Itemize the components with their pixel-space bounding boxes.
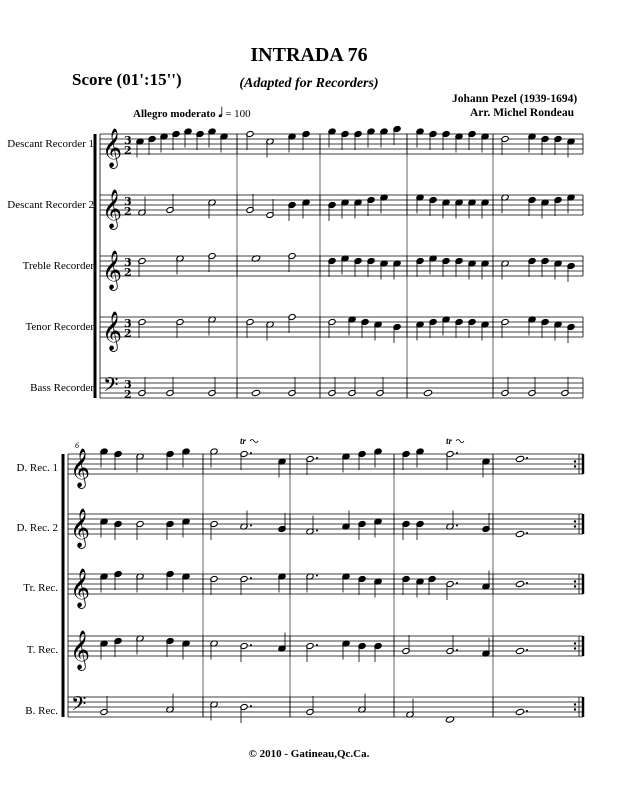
note-head	[515, 530, 524, 537]
trill-wave	[456, 440, 464, 443]
time-signature-numerator: 3	[124, 134, 132, 147]
treble-clef-icon: 𝄞	[102, 311, 123, 351]
trill-mark: tr	[446, 436, 453, 446]
augmentation-dot	[456, 525, 458, 527]
instrument-label-tenor: Tenor Recorder	[25, 321, 94, 333]
score-title: INTRADA 76	[250, 44, 368, 66]
note-head	[515, 708, 524, 715]
treble-clef-icon: 𝄞	[70, 448, 91, 488]
time-signature-numerator: 3	[124, 195, 132, 208]
augmentation-dot	[316, 644, 318, 646]
treble-clef-icon: 𝄞	[102, 128, 123, 168]
augmentation-dot	[526, 710, 528, 712]
augmentation-dot	[456, 452, 458, 454]
time-signature-numerator: 3	[124, 317, 132, 330]
instrument-label-tr-rec: Tr. Rec.	[23, 582, 58, 594]
bass-clef-icon: 𝄢	[103, 373, 119, 401]
time-signature-denominator: 2	[124, 388, 132, 401]
half-note-icon: 𝅗𝅥	[218, 105, 223, 120]
bass-clef-icon: 𝄢	[71, 692, 87, 720]
time-signature-denominator: 2	[124, 144, 132, 157]
instrument-label-treble: Treble Recorder	[22, 260, 94, 272]
trill-wave	[250, 440, 258, 443]
instrument-label-descant-1: Descant Recorder 1	[7, 138, 94, 150]
score-duration-label: Score (01':15'')	[72, 70, 182, 89]
repeat-dot	[574, 585, 576, 587]
note-head	[515, 647, 524, 654]
repeat-dot	[574, 647, 576, 649]
instrument-label-b-rec: B. Rec.	[25, 705, 58, 717]
time-signature-denominator: 2	[124, 266, 132, 279]
measure-number: 6	[75, 441, 79, 450]
treble-clef-icon: 𝄞	[70, 508, 91, 548]
repeat-dot	[574, 465, 576, 467]
treble-clef-icon: 𝄞	[70, 568, 91, 608]
repeat-dot	[574, 525, 576, 527]
instrument-label-d-rec-1: D. Rec. 1	[16, 462, 58, 474]
note-head	[515, 580, 524, 587]
copyright-footer: © 2010 - Gatineau,Qc.Ca.	[248, 748, 370, 760]
time-signature-numerator: 3	[124, 378, 132, 391]
augmentation-dot	[526, 649, 528, 651]
repeat-dot	[574, 708, 576, 710]
system-1	[95, 125, 583, 401]
augmentation-dot	[526, 532, 528, 534]
repeat-dot	[574, 580, 576, 582]
repeat-dot	[574, 520, 576, 522]
time-signature-denominator: 2	[124, 327, 132, 340]
note-head	[515, 455, 524, 462]
score-subtitle: (Adapted for Recorders)	[239, 76, 379, 91]
tempo-value: = 100	[225, 108, 251, 120]
repeat-dot	[574, 460, 576, 462]
note-head	[423, 389, 432, 396]
instrument-label-bass: Bass Recorder	[30, 382, 94, 394]
augmentation-dot	[316, 575, 318, 577]
time-signature-denominator: 2	[124, 205, 132, 218]
instrument-label-d-rec-2: D. Rec. 2	[16, 522, 58, 534]
treble-clef-icon: 𝄞	[70, 630, 91, 670]
time-signature-numerator: 3	[124, 256, 132, 269]
instrument-label-descant-2: Descant Recorder 2	[7, 199, 94, 211]
augmentation-dot	[250, 525, 252, 527]
augmentation-dot	[456, 649, 458, 651]
augmentation-dot	[316, 530, 318, 532]
composer-credit: Johann Pezel (1939-1694)	[452, 93, 578, 105]
trill-mark: tr	[240, 436, 247, 446]
tempo-text: Allegro moderato	[133, 108, 216, 120]
note-head	[251, 389, 260, 396]
augmentation-dot	[250, 644, 252, 646]
repeat-dot	[574, 703, 576, 705]
treble-clef-icon: 𝄞	[102, 250, 123, 290]
treble-clef-icon: 𝄞	[102, 189, 123, 229]
repeat-dot	[574, 642, 576, 644]
augmentation-dot	[250, 452, 252, 454]
augmentation-dot	[526, 582, 528, 584]
augmentation-dot	[316, 457, 318, 459]
augmentation-dot	[250, 705, 252, 707]
instrument-label-t-rec: T. Rec.	[26, 644, 58, 656]
arranger-credit: Arr. Michel Rondeau	[470, 107, 575, 119]
augmentation-dot	[456, 582, 458, 584]
augmentation-dot	[250, 577, 252, 579]
system-2	[63, 436, 583, 723]
augmentation-dot	[526, 457, 528, 459]
